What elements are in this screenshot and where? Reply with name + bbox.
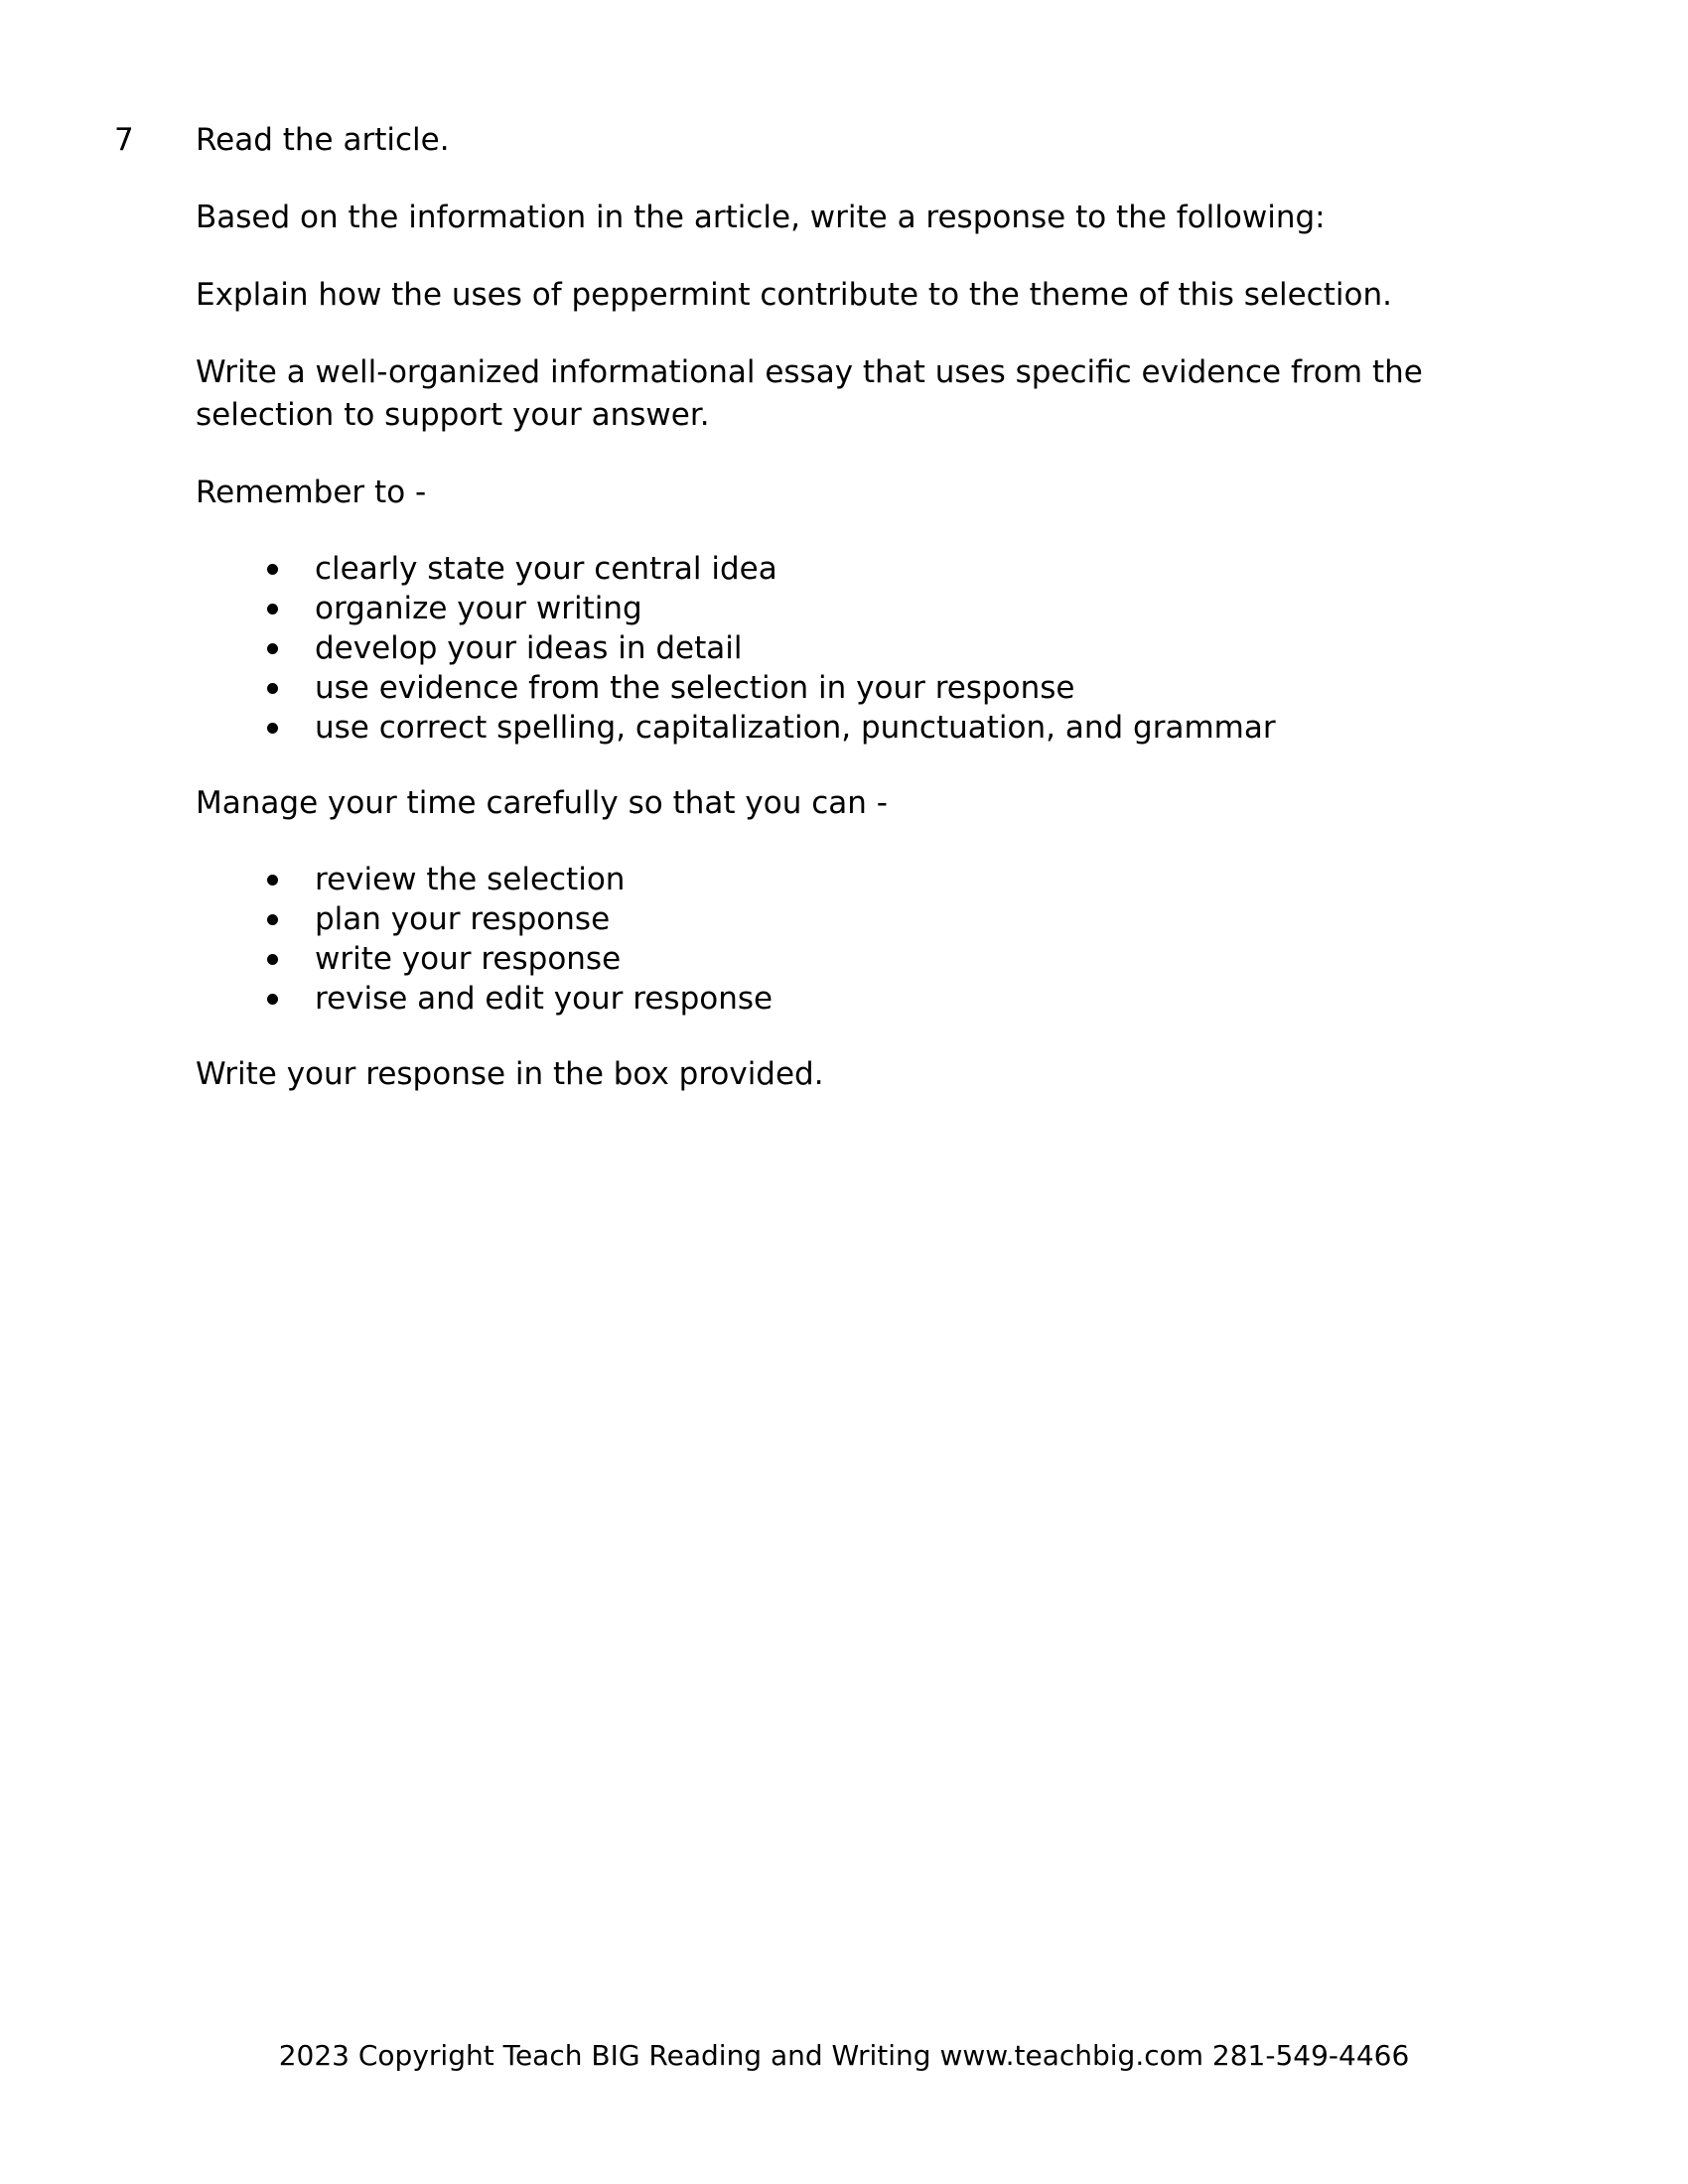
- prompt-paragraph: Explain how the uses of peppermint contribute to the theme of this selection.: [196, 277, 1392, 313]
- list-item-text: use correct spelling, capitalization, punctuation, and grammar: [315, 710, 1276, 746]
- remember-list: [196, 549, 1526, 748]
- manage-list: [196, 860, 1526, 1019]
- question-content: [114, 119, 1526, 1131]
- question-instruction: Read the article.: [196, 122, 450, 158]
- list-item-text: clearly state your central idea: [315, 551, 777, 587]
- question-header: [114, 119, 1526, 162]
- list-item-text: revise and edit your response: [315, 981, 774, 1017]
- list-item: [196, 860, 1526, 899]
- manage-heading: Manage your time carefully so that you can -: [196, 785, 888, 821]
- list-item: [196, 939, 1526, 979]
- list-item: [196, 549, 1526, 589]
- list-item: [196, 899, 1526, 939]
- list-item: [196, 628, 1526, 668]
- essay-instruction-paragraph: Write a well-organized informational essay that uses specific evidence from the selection to support your answer.: [196, 354, 1423, 433]
- bullet-icon: [267, 604, 278, 614]
- bullet-icon: [267, 875, 278, 886]
- bullet-icon: [267, 914, 278, 925]
- intro-paragraph: Based on the information in the article, write a response to the following:: [196, 200, 1326, 235]
- bullet-icon: [267, 994, 278, 1005]
- list-item-text: review the selection: [315, 862, 626, 897]
- list-item: [196, 589, 1526, 628]
- closing-paragraph: Write your response in the box provided.: [196, 1056, 824, 1092]
- list-item-text: plan your response: [315, 901, 611, 937]
- list-item-text: develop your ideas in detail: [315, 630, 743, 666]
- remember-heading: Remember to -: [196, 475, 427, 510]
- list-item: [196, 979, 1526, 1019]
- list-item: [196, 668, 1526, 708]
- footer-text: 2023 Copyright Teach BIG Reading and Writing www.teachbig.com 281-549-4466: [278, 2039, 1410, 2072]
- list-item-text: use evidence from the selection in your response: [315, 670, 1075, 706]
- bullet-icon: [267, 564, 278, 575]
- list-item-text: organize your writing: [315, 591, 642, 626]
- list-item: [196, 708, 1526, 748]
- bullet-icon: [267, 643, 278, 654]
- question-number: 7: [114, 122, 134, 158]
- bullet-icon: [267, 683, 278, 694]
- bullet-icon: [267, 723, 278, 734]
- bullet-icon: [267, 954, 278, 965]
- list-item-text: write your response: [315, 941, 622, 977]
